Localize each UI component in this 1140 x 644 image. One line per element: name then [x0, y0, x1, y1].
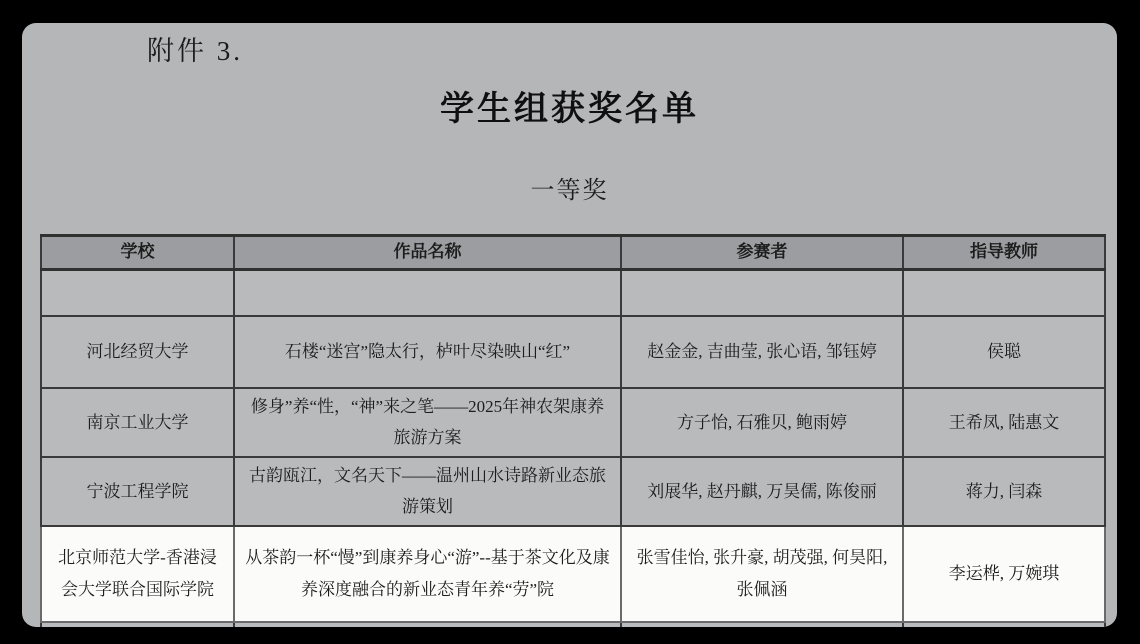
- cell-school: 南京工业大学: [41, 388, 234, 457]
- cell-work: [234, 270, 621, 317]
- cell-teachers: 蒋力, 闫森: [903, 457, 1105, 526]
- table-row: [41, 388, 1105, 457]
- cell-participants: [621, 622, 903, 627]
- cell-school: [41, 622, 234, 627]
- prize-section-heading: 一等奖: [530, 178, 609, 204]
- table-header-row: [41, 236, 1105, 270]
- cell-teachers: 王希凤, 陆惠文: [903, 388, 1105, 457]
- cell-school: 北京师范大学-香港浸会大学联合国际学院: [41, 526, 234, 622]
- document-page: [22, 23, 1117, 627]
- cell-work: 石楼“迷宫”隐太行，栌叶尽染映山“红”: [234, 316, 621, 388]
- cell-teachers: [903, 622, 1105, 627]
- column-header-participants: 参赛者: [621, 236, 903, 270]
- cell-participants: 赵金金, 吉曲莹, 张心语, 邹钰婷: [621, 316, 903, 388]
- cell-work: 古韵瓯江，文名天下——温州山水诗路新业态旅游策划: [234, 457, 621, 526]
- cell-work: 从茶韵一杯“慢”到康养身心“游”--基于茶文化及康养深度融合的新业态青年养“劳”院: [234, 526, 621, 622]
- awards-table: [40, 234, 1106, 627]
- cell-teachers: [903, 270, 1105, 317]
- cell-school: 河北经贸大学: [41, 316, 234, 388]
- column-header-teachers: 指导教师: [903, 236, 1105, 270]
- cell-participants: [621, 270, 903, 317]
- table-row-empty: [41, 270, 1105, 317]
- page-title: 学生组获奖名单: [440, 91, 699, 128]
- table-row: [41, 457, 1105, 526]
- cell-teachers: 李运桦, 万婉琪: [903, 526, 1105, 622]
- cell-school: 宁波工程学院: [41, 457, 234, 526]
- table-row: [41, 316, 1105, 388]
- cell-participants: 方子怡, 石雅贝, 鲍雨婷: [621, 388, 903, 457]
- cell-school: [41, 270, 234, 317]
- column-header-work: 作品名称: [234, 236, 621, 270]
- table-row-highlighted: [41, 526, 1105, 622]
- cell-work: [234, 622, 621, 627]
- cell-teachers: 侯聪: [903, 316, 1105, 388]
- column-header-school: 学校: [41, 236, 234, 270]
- cell-work: 修身”养“性，“神”来之笔——2025年神农架康养旅游方案: [234, 388, 621, 457]
- cell-participants: 刘展华, 赵丹麒, 万昊儒, 陈俊丽: [621, 457, 903, 526]
- table-row-cutoff: [41, 622, 1105, 627]
- attachment-label: 附件 3.: [147, 36, 243, 66]
- cell-participants: 张雪佳怡, 张升豪, 胡茂强, 何昊阳, 张佩涵: [621, 526, 903, 622]
